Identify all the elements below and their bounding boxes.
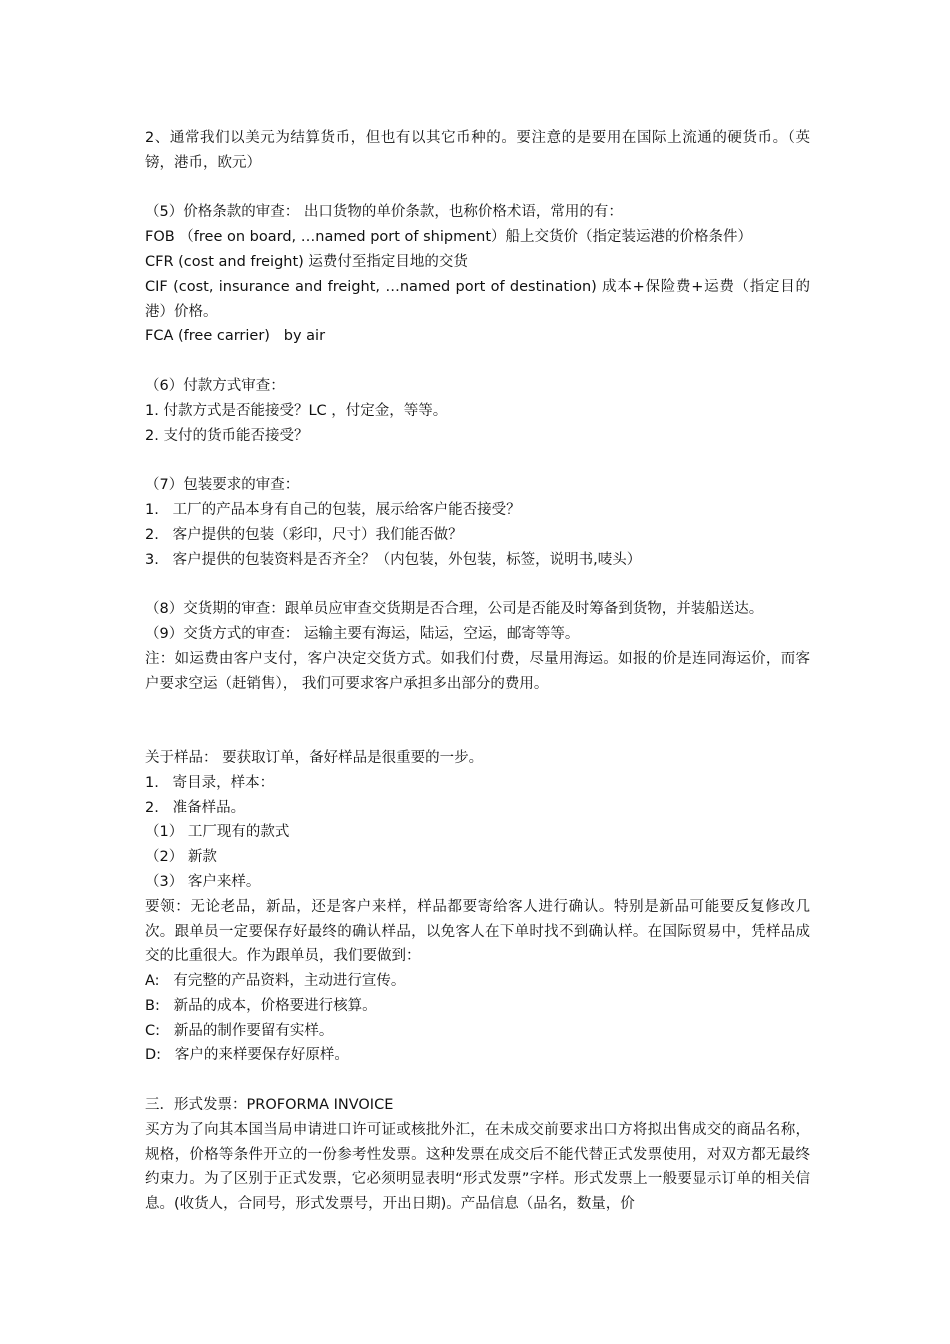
blank-line bbox=[145, 572, 810, 597]
text-line: 3. 客户提供的包装资料是否齐全？（内包装，外包装，标签，说明书,唛头） bbox=[145, 551, 642, 568]
document-body bbox=[145, 126, 810, 1217]
blank-line bbox=[145, 448, 810, 473]
paragraph: 注：如运费由客户支付，客户决定交货方式。如我们付费，尽量用海运。如报的价是连同海运价，而客户要求空运（赶销售）， 我们可要求客户承担多出部分的费用。 bbox=[145, 650, 810, 692]
text-line: C: 新品的制作要留有实样。 bbox=[145, 1022, 334, 1039]
text-line: 1. 付款方式是否能接受？LC ，付定金，等等。 bbox=[145, 402, 448, 419]
blank-line bbox=[145, 1068, 810, 1093]
text-line: （6）付款方式审查： bbox=[145, 377, 285, 394]
text-line: 1. 工厂的产品本身有自己的包装，展示给客户能否接受？ bbox=[145, 501, 521, 518]
text-line: CFR (cost and freight) 运费付至指定目地的交货 bbox=[145, 253, 468, 270]
paragraph: 要领：无论老品，新品，还是客户来样，样品都要寄给客人进行确认。特别是新品可能要反复修改几次。跟单员一定要保存好最终的确认样品，以免客人在下单时找不到确认样。在国际贸易中，凭样品成交的比重很大。作为跟单员，我们要做到： bbox=[145, 898, 810, 965]
text-line: 1. 寄目录，样本： bbox=[145, 774, 275, 791]
text-line: A: 有完整的产品资料，主动进行宣传。 bbox=[145, 973, 406, 990]
text-line: （2） 新款 bbox=[145, 849, 217, 866]
text-line: B: 新品的成本，价格要进行核算。 bbox=[145, 997, 377, 1014]
blank-gap bbox=[145, 696, 810, 746]
text-line: 2. 准备样品。 bbox=[145, 799, 246, 816]
text-line: 2. 支付的货币能否接受？ bbox=[145, 427, 309, 444]
text-line: 2. 客户提供的包装（彩印，尺寸）我们能否做？ bbox=[145, 526, 463, 543]
text-line: （9）交货方式的审查： 运输主要有海运，陆运，空运，邮寄等等。 bbox=[145, 625, 580, 642]
paragraph: 买方为了向其本国当局申请进口许可证或核批外汇，在未成交前要求出口方将拟出售成交的商品名称，规格，价格等条件开立的一份参考性发票。这种发票在成交后不能代替正式发票使用，对双方都无最终约束力。为了区别于正式发票，它必须明显表明“形式发票”字样。形式发票上一般要显示订单的相关信息。(收货人，合同号，形式发票号，开出日期)。产品信息（品名，数量，价 bbox=[145, 1121, 810, 1213]
blank-line bbox=[145, 349, 810, 374]
text-line: （7）包装要求的审查： bbox=[145, 477, 300, 494]
text-line: （3） 客户来样。 bbox=[145, 873, 261, 890]
text-line: （8）交货期的审查：跟单员应审查交货期是否合理，公司是否能及时筹备到货物，并装船送达。 bbox=[145, 601, 764, 618]
text-line: 三．形式发票：PROFORMA INVOICE bbox=[145, 1097, 394, 1114]
blank-line bbox=[145, 176, 810, 201]
text-line: FOB （free on board, …named port of shipment）船上交货价（指定装运港的价格条件） bbox=[145, 229, 753, 246]
text-line: （1） 工厂现有的款式 bbox=[145, 824, 290, 841]
text-line: 关于样品： 要获取订单，备好样品是很重要的一步。 bbox=[145, 749, 484, 766]
text-line: FCA (free carrier) by air bbox=[145, 328, 326, 345]
text-line: D: 客户的来样要保存好原样。 bbox=[145, 1047, 349, 1064]
paragraph: 2、通常我们以美元为结算货币，但也有以其它币种的。要注意的是要用在国际上流通的硬货币。（英镑，港币，欧元） bbox=[145, 130, 810, 171]
text-line: （5）价格条款的审查： 出口货物的单价条款，也称价格术语，常用的有： bbox=[145, 204, 623, 221]
paragraph: CIF (cost, insurance and freight, …named port of destination) 成本+保险费+运费（指定目的港）价格。 bbox=[145, 278, 810, 320]
